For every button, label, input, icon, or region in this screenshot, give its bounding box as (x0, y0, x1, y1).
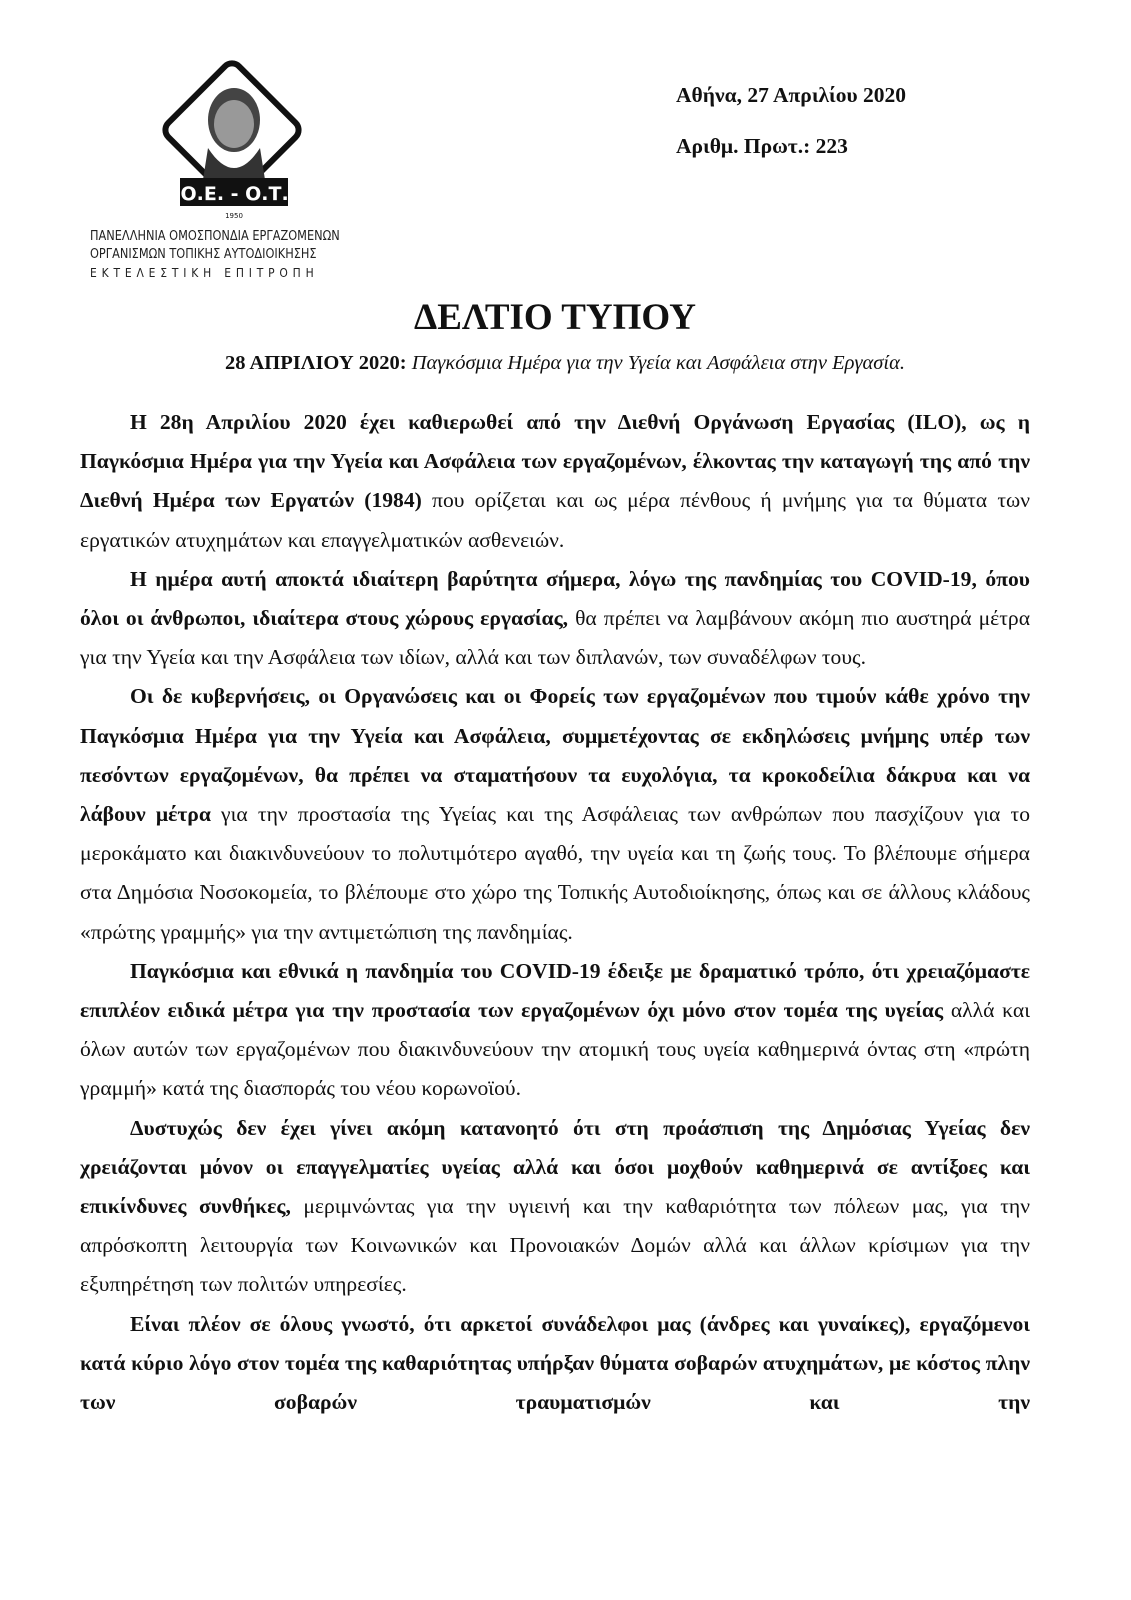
subtitle (80, 352, 1050, 375)
subtitle-text: Παγκόσμια Ημέρα για την Υγεία και Ασφάλεια στην Εργασία. (411, 352, 905, 374)
protocol-number: Αριθμ. Πρωτ.: 223 (676, 134, 848, 158)
paragraph (80, 1109, 1030, 1305)
paragraph-text: θα πρέπει να λαμβάνουν ακόμη πιο αυστηρά μέτρα για την Υγεία και την Ασφάλεια των ιδίων, αλλά και των διπλανών, των συναδέλφων τους. (80, 606, 1031, 670)
document-body (80, 403, 1030, 1422)
logo-line-3: ΕΚΤΕΛΕΣΤΙΚΗ ΕΠΙΤΡΟΠΗ (90, 265, 319, 280)
paragraph (80, 1305, 1030, 1423)
svg-text:1950: 1950 (225, 212, 243, 220)
document-date: Αθήνα, 27 Απριλίου 2020 (676, 83, 906, 107)
paragraph-bold: Παγκόσμια και εθνικά η πανδημία του COVID-19 έδειξε με δραματικό τρόπο, ότι χρειαζόμαστε επιπλέον ειδικά μέτρα για την προστασία των εργαζομένων όχι μόνο στον τομέα της υγείας (80, 958, 1030, 1023)
paragraph (80, 677, 1030, 951)
paragraph-text: μεριμνώντας για την υγιεινή και την καθαριότητα των πόλεων μας, για την απρόσκοπτη λειτουργία των Κοινωνικών και Προνοιακών Δομών αλλά και άλλων κρίσιμων για την εξυπηρέτηση των πολιτών υπηρεσίες. (80, 1194, 1030, 1297)
paragraph (80, 952, 1030, 1109)
paragraph-text: αλλά και όλων αυτών των εργαζομένων που διακινδυνεύουν την ατομική τους υγεία καθημερινά όντας στη «πρώτη γραμμή» κατά της διασποράς του νέου κορωνοϊού. (80, 998, 1031, 1101)
organization-logo (90, 58, 370, 282)
paragraph-bold: Οι δε κυβερνήσεις, οι Οργανώσεις και οι Φορείς των εργαζομένων που τιμούν κάθε χρόνο την Παγκόσμια Ημέρα για την Υγεία και Ασφάλεια, συμμετέχοντας σε εκδηλώσεις μνήμης υπέρ των πεσόντων εργαζομένων, θα πρέπει να σταματήσουν τα ευχολόγια, τα κροκοδείλια δάκρυα και να λάβουν μέτρα (80, 684, 1030, 827)
page-title: ΔΕΛΤΙΟ ΤΥΠΟΥ (414, 297, 696, 338)
subtitle-date: 28 ΑΠΡΙΛΙΟΥ 2020: (225, 352, 407, 374)
paragraph-text: για την προστασία της Υγείας και της Ασφάλειας των ανθρώπων που πασχίζουν για το μεροκάματο και διακινδυνεύουν το πολυτιμότερο αγαθό, την υγεία και τη ζωής τους. Το βλέπουμε σήμερα στα Δημόσια Νοσοκομεία, το βλέπουμε στο χώρο της Τοπικής Αυτοδιοίκησης, όπως και σε άλλους κλάδους «πρώτης γραμμής» για την αντιμετώπιση της πανδημίας. (80, 802, 1030, 944)
logo-emblem-icon (142, 58, 322, 228)
paragraph-text: που ορίζεται και ως μέρα πένθους ή μνήμης για τα θύματα των εργατικών ατυχημάτων και επαγγελματικών ασθενειών. (80, 488, 1030, 552)
logo-banner-text: Π.Ο.Ε. - Ο.Τ.Α. (157, 183, 311, 205)
paragraph-bold: Είναι πλέον σε όλους γνωστό, ότι αρκετοί συνάδελφοι μας (άνδρες και γυναίκες), εργαζόμενοι κατά κύριο λόγο στον τομέα της καθαριότητας υπήρξαν θύματα σοβαρών ατυχημάτων, με κόστος πλην των σοβαρών τραυματισμών και την (80, 1311, 1030, 1415)
paragraph-bold: Η ημέρα αυτή αποκτά ιδιαίτερη βαρύτητα σήμερα, λόγω της πανδημίας του COVID-19, όπου όλοι οι άνθρωποι, ιδιαίτερα στους χώρους εργασίας, (80, 566, 1030, 631)
paragraph-bold: Δυστυχώς δεν έχει γίνει ακόμη κατανοητό ότι στη προάσπιση της Δημόσιας Υγείας δεν χρειάζονται μόνον οι επαγγελματίες υγείας αλλά και όσοι μοχθούν καθημερινά σε αντίξοες και επικίνδυνες συνθήκες, (80, 1115, 1030, 1219)
paragraph (80, 560, 1030, 678)
paragraph-bold: Η 28η Απριλίου 2020 έχει καθιερωθεί από την Διεθνή Οργάνωση Εργασίας (ILO), ως η Παγκόσμια Ημέρα για την Υγεία και Ασφάλεια των εργαζομένων, έλκοντας την καταγωγή της από την Διεθνή Ημέρα των Εργατών (1984) (80, 410, 1030, 513)
logo-line-1: ΠΑΝΕΛΛΗΝΙΑ ΟΜΟΣΠΟΝΔΙΑ ΕΡΓΑΖΟΜΕΝΩΝ (90, 229, 340, 244)
logo-line-2: ΟΡΓΑΝΙΣΜΩΝ ΤΟΠΙΚΗΣ ΑΥΤΟΔΙΟΙΚΗΣΗΣ (90, 247, 317, 262)
paragraph (80, 403, 1030, 560)
